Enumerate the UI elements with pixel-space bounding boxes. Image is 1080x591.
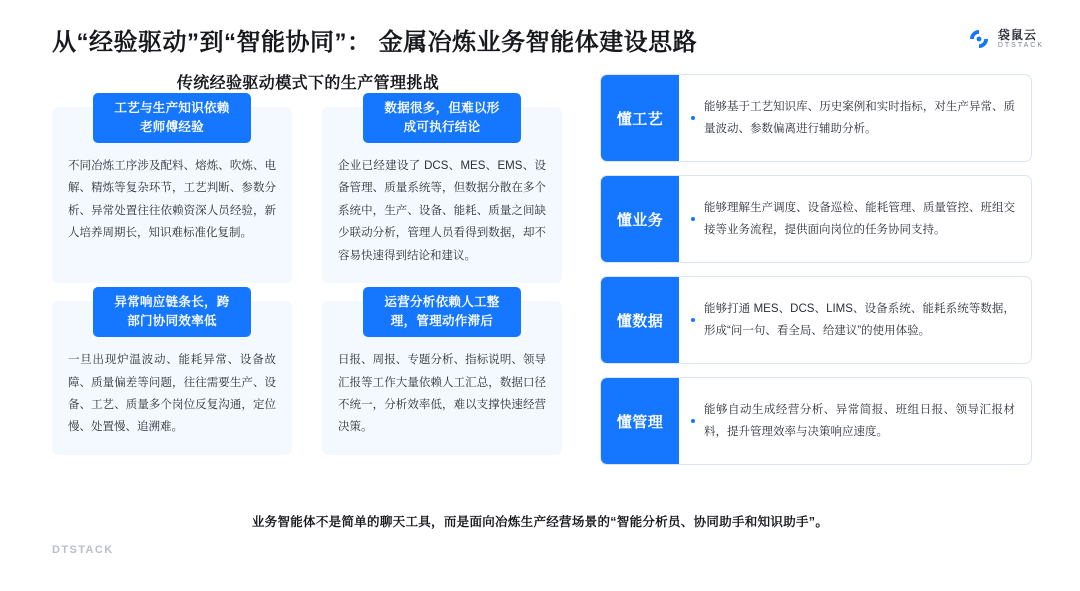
challenges-grid [52,101,564,455]
capability-content [679,176,1031,262]
capability-content [679,277,1031,363]
capability-content [679,75,1031,161]
challenge-badge: 数据很多，但难以形 成可执行结论 [363,93,521,143]
page-title: 从“经验驱动”到“智能协同”： 金属冶炼业务智能体建设思路 [52,28,698,56]
challenges-heading: 传统经验驱动模式下的生产管理挑战 [176,75,440,92]
capability-label: 懂数据 [601,277,679,363]
kangaroo-cloud-logo-icon [967,27,991,51]
bullet-dot-icon [691,318,695,322]
capability-text: 能够理解生产调度、设备巡检、能耗管理、质量管控、班组交接等业务流程，提供面向岗位的任务协同支持。 [704,201,1015,236]
bullet-dot-icon [691,116,695,120]
capability-text: 能够自动生成经营分析、异常简报、班组日报、领导汇报材料，提升管理效率与决策响应速度。 [704,403,1015,438]
slide-header [52,16,1044,62]
capability-label: 懂业务 [601,176,679,262]
bullet-dot-icon [691,419,695,423]
capability-label: 懂管理 [601,378,679,464]
footer-summary: 业务智能体不是简单的聊天工具，而是面向冶炼生产经营场景的“智能分析员、协同助手和知识助手”。 [251,515,829,529]
brand-logo [967,27,1044,51]
challenge-body: 日报、周报、专题分析、指标说明、领导汇报等工作大量依赖人工汇总，数据口径不统一，分析效率低，难以支撑快速经营决策。 [338,354,546,434]
capability-text: 能够基于工艺知识库、历史案例和实时指标，对生产异常、质量波动、参数偏离进行辅助分析。 [704,100,1015,135]
challenge-body: 一旦出现炉温波动、能耗异常、设备故障、质量偏差等问题，往往需要生产、设备、工艺、质量多个岗位反复沟通，定位慢、处置慢、追溯难。 [68,354,276,434]
challenge-badge: 运营分析依赖人工整 理，管理动作滞后 [363,287,521,337]
capability-row [600,74,1032,162]
capability-content [679,378,1031,464]
challenges-section [52,70,564,455]
brand-text [998,29,1044,49]
footer-logo: DTSTACK [52,544,114,556]
challenge-card [322,295,562,455]
capability-row [600,377,1032,465]
challenge-card [322,101,562,283]
capability-text: 能够打通 MES、DCS、LIMS、设备系统、能耗系统等数据，形成“问一句、看全局、给建议”的使用体验。 [704,302,1015,337]
capability-label: 懂工艺 [601,75,679,161]
capabilities-section [600,74,1032,478]
challenge-body: 企业已经建设了 DCS、MES、EMS、设备管理、质量系统等，但数据分散在多个系统中，生产、设备、能耗、质量之间缺少联动分析，管理人员看得到数据，却不容易快速得到结论和建议。 [338,160,546,262]
challenge-badge: 异常响应链条长，跨 部门协同效率低 [93,287,251,337]
challenge-body: 不同冶炼工序涉及配料、熔炼、吹炼、电解、精炼等复杂环节，工艺判断、参数分析、异常处置往往依赖资深人员经验，新人培养周期长，知识难标准化复制。 [68,160,276,240]
bullet-dot-icon [691,217,695,221]
challenge-card [52,101,292,283]
brand-name-cn: 袋鼠云 [997,28,1037,43]
capability-row [600,276,1032,364]
challenge-card [52,295,292,455]
challenge-badge: 工艺与生产知识依赖 老师傅经验 [93,93,251,143]
brand-name-en: DTSTACK [997,41,1044,49]
capability-row [600,175,1032,263]
